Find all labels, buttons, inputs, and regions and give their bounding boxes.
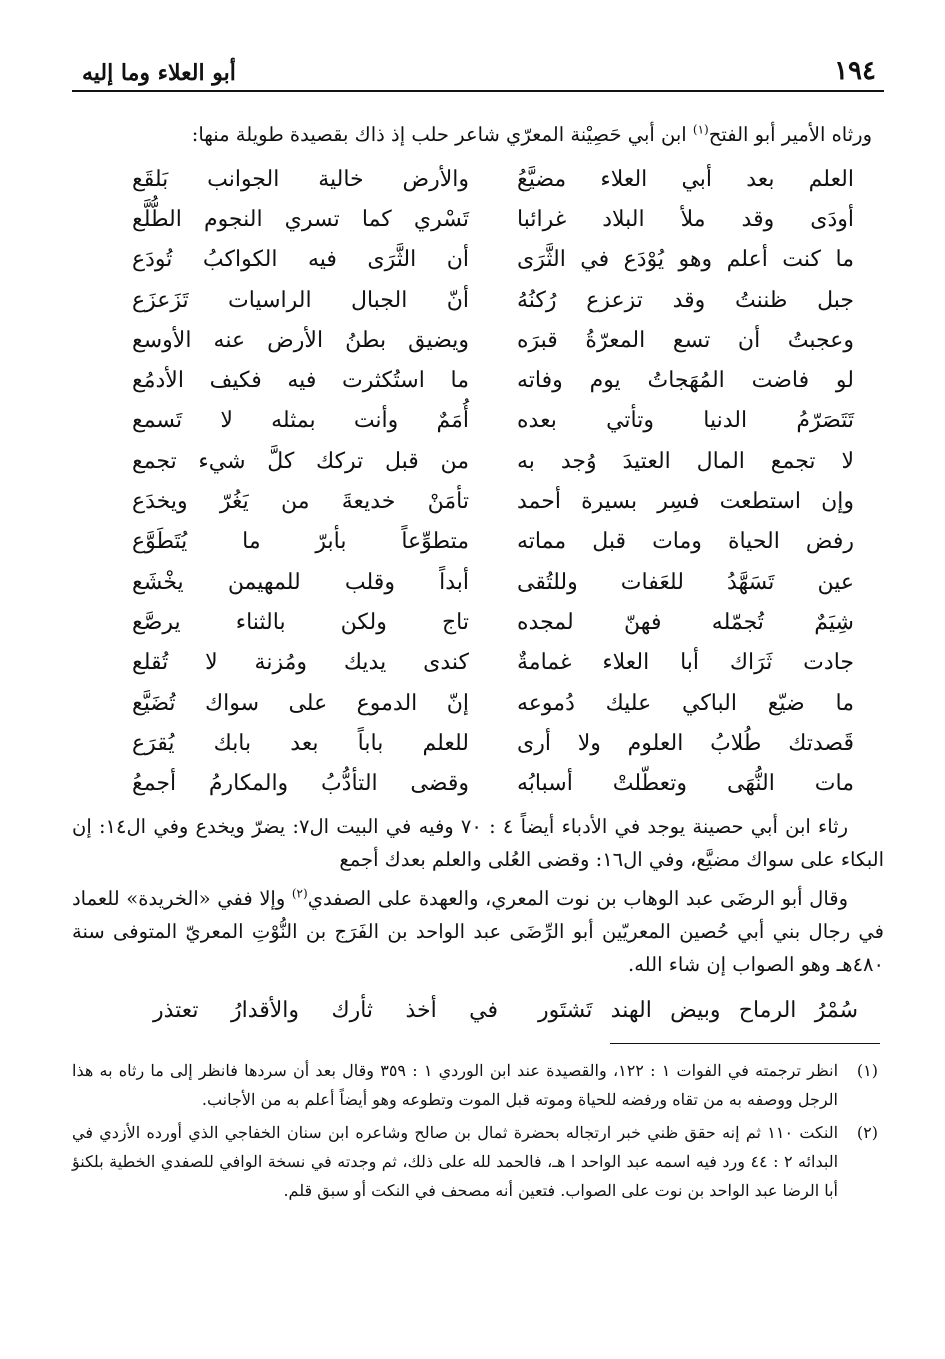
footnote-ref-1[interactable]: (١) — [692, 122, 709, 137]
second-hemistich: وقضى التأدُّبُ والمكارمُ أجمعُ — [132, 771, 469, 797]
elegy-poem — [72, 159, 884, 804]
second-paragraph — [72, 882, 884, 981]
second-hemistich: من قبل تركك كلَّ شيء تجمع — [132, 448, 469, 474]
first-hemistich: جبل ظننتُ وقد تزعزع رُكنُهُ — [517, 287, 854, 313]
second-hemistich: أُمَمٌ وأنت بمثله لا تَسمع — [132, 408, 469, 434]
first-hemistich: عين تَسَهَّدُ للعَفات وللتُقى — [517, 569, 854, 595]
footnote-ref-2[interactable]: (٢) — [291, 886, 308, 901]
verse — [72, 522, 884, 562]
verse — [72, 159, 884, 199]
footnote — [72, 1056, 884, 1114]
first-hemistich: شِيَمٌ تُجمّله فهنّ لمجده — [517, 609, 854, 635]
running-head — [72, 50, 884, 92]
verse — [72, 562, 884, 602]
book-page — [72, 50, 884, 1320]
single-verse — [72, 991, 884, 1031]
intro-text: ورثاه الأمير أبو الفتح — [708, 123, 872, 146]
footnote-divider — [610, 1043, 880, 1044]
verse — [72, 643, 884, 683]
verse — [72, 441, 884, 481]
verse — [72, 280, 884, 320]
first-hemistich: وعجبتُ أن تسع المعرّةُ قبرَه — [517, 327, 854, 353]
second-hemistich: أنّ الجبال الراسيات تَزَعزَع — [132, 287, 469, 313]
verse — [72, 602, 884, 642]
first-hemistich: جادت ثَرَاك أبا العلاء غمامةٌ — [517, 650, 854, 676]
first-hemistich: أودَى وقد ملأ البلاد غرائبا — [517, 206, 854, 232]
verse — [72, 763, 884, 803]
verse — [72, 401, 884, 441]
second-hemistich: تأمَنْ خديعةَ من يَغُرّ ويخدَع — [132, 489, 469, 515]
first-hemistich: وإن استطعت فسِر بسيرة أحمد — [517, 489, 854, 515]
first-hemistich: ما كنت أعلم وهو يُوْدَع في الثَّرَى — [517, 247, 854, 273]
footnote-text: انظر ترجمته في الفوات ١ : ١٢٢، والقصيدة عند ابن الوردي ١ : ٣٥٩ وقال بعد أن سردها فانظر إلى ما رثاه به هذا الرجل ووصفه به من تقاه ورفضه للحياة وموته قبل الموت وتطوعه وهو أيضاً أعلم به من الأجانب. — [72, 1060, 839, 1109]
verse — [72, 320, 884, 360]
verse — [72, 199, 884, 239]
first-hemistich: لو فاضت المُهَجاتُ يوم وفاته — [517, 368, 854, 394]
second-paragraph-text-continued: وإلا ففي «الخريدة» للعماد في رجال بني أبي حُصين المعريّين أبو الرِّضَى عبد الواحد بن الفَرَج بن النُّوْتِ المعريّ المتوفى سنة ٤٨٠هـ وهو الصواب إن شاء الله. — [72, 886, 884, 976]
second-hemistich: في أخذ ثأرك والأقدارُ تعتذر — [153, 998, 498, 1024]
footnote-mark: (٢) — [856, 1122, 878, 1142]
second-hemistich: تَسْري كما تسري النجوم الطُّلَّع — [132, 206, 469, 232]
second-hemistich: تاج ولكن بالثناء يرصَّع — [132, 609, 469, 635]
second-hemistich: ما استُكثرت فيه فكيف الأدمُع — [132, 368, 469, 394]
first-hemistich: قَصدتك طُلابُ العلوم ولا أرى — [517, 730, 854, 756]
second-hemistich: كندى يديك ومُزنة لا تُقلع — [132, 650, 469, 676]
verse — [72, 360, 884, 400]
second-hemistich: ويضيق بطنُ الأرض عنه الأوسع — [132, 327, 469, 353]
book-title: أبو العلاء وما إليه — [82, 60, 236, 86]
verse — [72, 723, 884, 763]
second-paragraph-text: وقال أبو الرضَى عبد الوهاب بن نوت المعري، والعهدة على الصفدي — [307, 886, 848, 910]
verse — [72, 240, 884, 280]
verse — [72, 481, 884, 521]
footnote-text: النكت ١١٠ ثم إنه حقق ظني خبر ارتجاله بحضرة ثمال بن صالح وشاعره ابن سنان الخفاجي الذي أورده الأزدي في البدائه ٢ : ٤٤ ورد فيه اسمه عبد الواحد ا هـ، فالحمد لله على ذلك، ثم وجدته في نسخة الوافي للصفدي الخطية بلكنؤ أبا الرضا عبد الواحد بن نوت على الصواب. فتعين أنه مصحف في النكت أو سبق قلم. — [72, 1122, 839, 1200]
intro-text-continued: ابن أبي حَصِيْنة المعرّي شاعر حلب إذ ذاك بقصيدة طويلة منها: — [191, 123, 693, 146]
footnote-mark: (١) — [856, 1060, 878, 1080]
second-hemistich: للعلم باباً بعد بابك يُقرَع — [132, 730, 469, 756]
first-hemistich: العلم بعد أبي العلاء مضيَّعُ — [517, 166, 854, 192]
first-hemistich: سُمْرُ الرماح وبيض الهند تَشتَور — [538, 998, 858, 1024]
verse — [72, 683, 884, 723]
page-number: ١٩٤ — [834, 56, 876, 86]
second-hemistich: أبداً وقلب للمهيمن يخْشَع — [132, 569, 469, 595]
first-hemistich: تَتَصَرّمُ الدنيا وتأتي بعده — [517, 408, 854, 434]
second-hemistich: إنّ الدموع على سواك تُضَيَّع — [132, 690, 469, 716]
first-hemistich: لا تجمع المال العتيدَ وُجد به — [517, 448, 854, 474]
second-hemistich: والأرض خالية الجوانب بَلقَع — [132, 166, 469, 192]
footnote — [72, 1118, 884, 1205]
first-hemistich: ما ضيّع الباكي عليك دُموعه — [517, 690, 854, 716]
footnotes — [72, 1056, 884, 1205]
first-hemistich: مات النُّهَى وتعطّلتْ أسبابُه — [517, 771, 854, 797]
commentary-paragraph: رثاء ابن أبي حصينة يوجد في الأدباء أيضاً ٤ : ٧٠ وفيه في البيت ال٧: يضرّ ويخدع وفي ال١٤: إن البكاء على سواك مضيَّع، وفي ال١٦: وقضى العُلى والعلم بعدك أجمع — [72, 814, 884, 871]
second-hemistich: أن الثَّرَى فيه الكواكبُ تُودَع — [132, 247, 469, 273]
first-hemistich: رفض الحياة ومات قبل مماته — [517, 529, 854, 555]
intro-paragraph — [72, 118, 884, 151]
second-hemistich: متطوِّعاً بأبرّ ما يُتَطَوَّع — [132, 529, 469, 555]
